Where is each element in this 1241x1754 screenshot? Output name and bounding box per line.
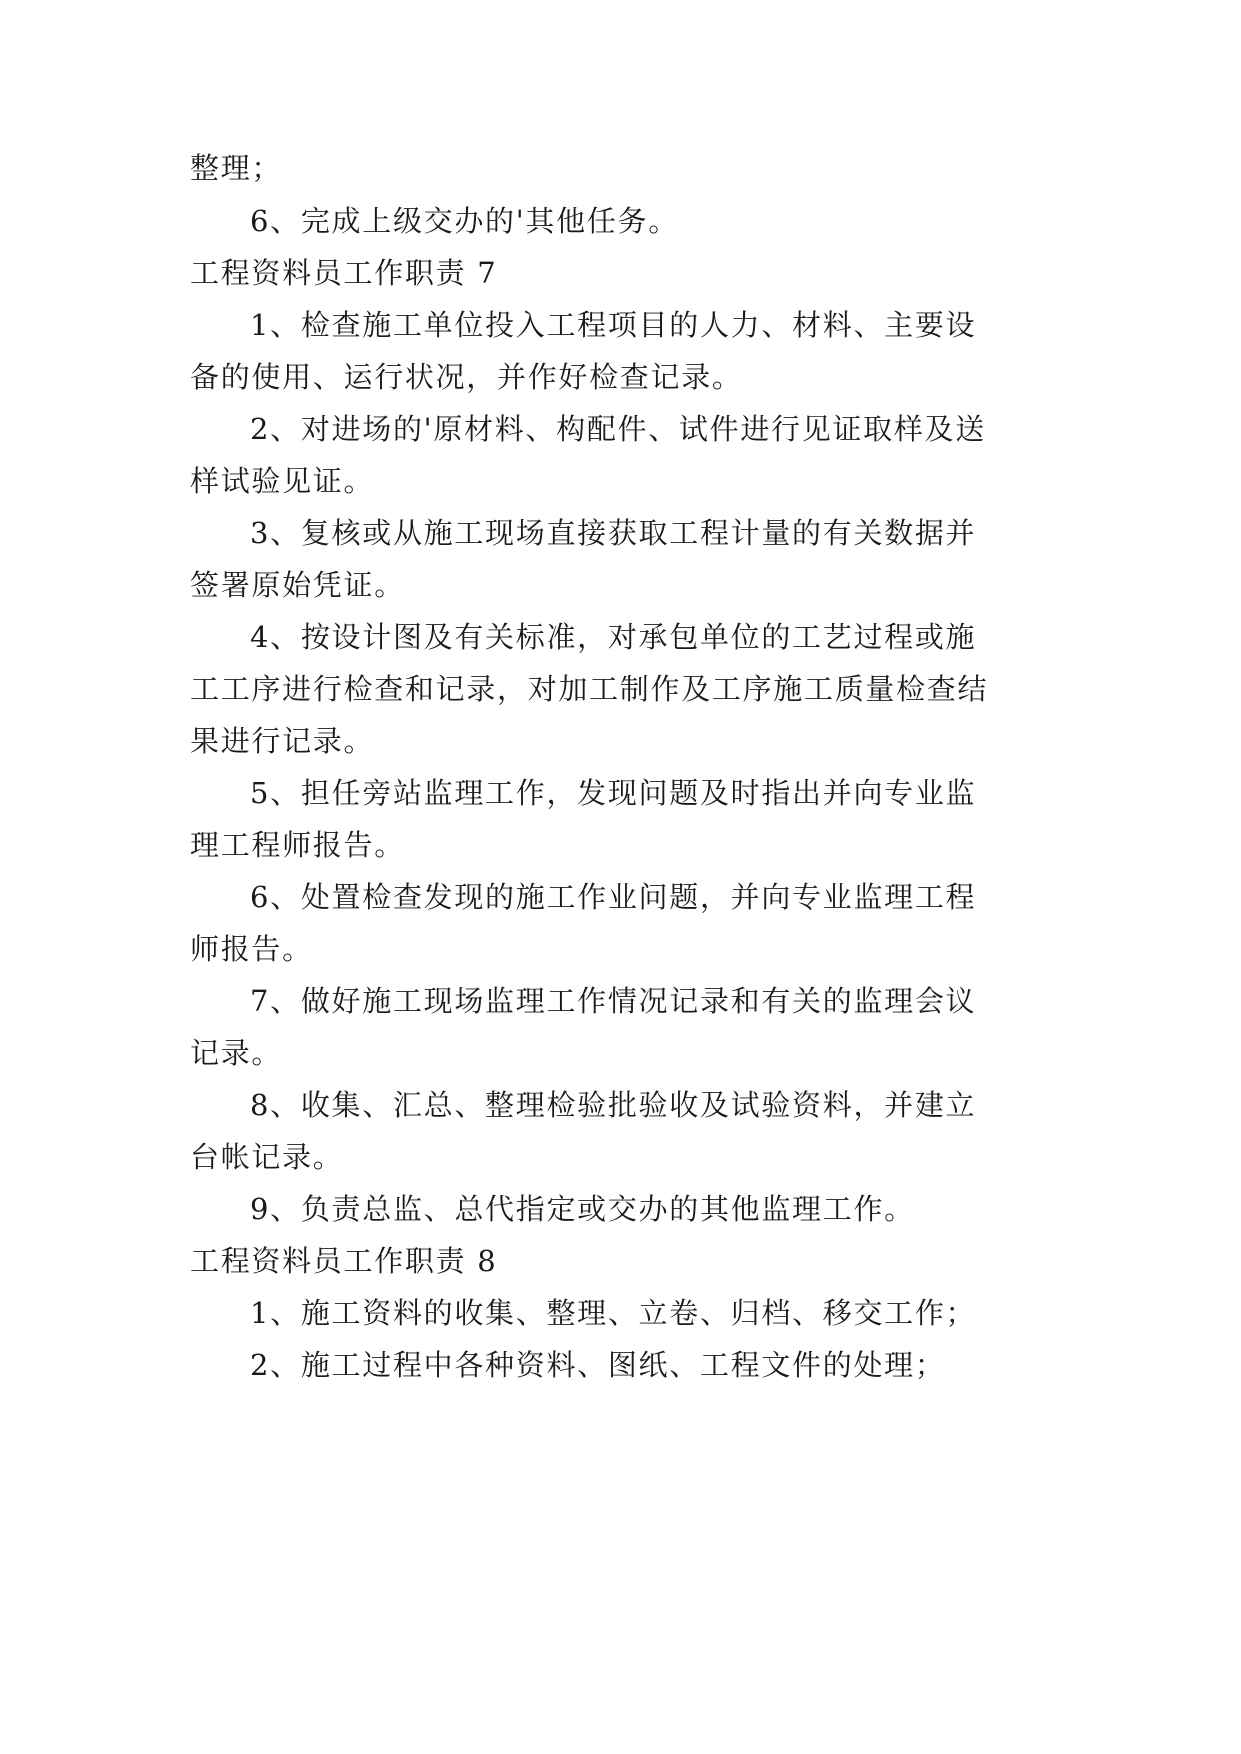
list-item-8-line-1: 8、收集、汇总、整理检验批验收及试验资料，并建立: [250, 1088, 977, 1122]
list-item-4-line-3: 果进行记录。: [190, 724, 375, 758]
list-item-3-line-1: 3、复核或从施工现场直接获取工程计量的有关数据并: [250, 516, 977, 550]
list-item-9: 9、负责总监、总代指定或交办的其他监理工作。: [250, 1192, 915, 1226]
list-item-6-line-1: 6、处置检查发现的施工作业问题，并向专业监理工程: [250, 880, 977, 914]
section-heading-8: 工程资料员工作职责 8: [190, 1244, 498, 1278]
list-item-1-line-1: 1、检查施工单位投入工程项目的人力、材料、主要设: [250, 308, 977, 342]
list-item-1-section-8: 1、施工资料的收集、整理、立卷、归档、移交工作；: [250, 1296, 977, 1330]
list-item-5-line-2: 理工程师报告。: [190, 828, 405, 862]
section-heading-7: 工程资料员工作职责 7: [190, 256, 498, 290]
list-item-2-line-2: 样试验见证。: [190, 464, 375, 498]
list-item-8-line-2: 台帐记录。: [190, 1140, 344, 1174]
list-item-6-complete-tasks: 6、完成上级交办的'其他任务。: [250, 204, 679, 238]
list-item-2-line-1: 2、对进场的'原材料、构配件、试件进行见证取样及送: [250, 412, 986, 446]
list-item-7-line-1: 7、做好施工现场监理工作情况记录和有关的监理会议: [250, 984, 977, 1018]
list-item-7-line-2: 记录。: [190, 1036, 283, 1070]
list-item-1-line-2: 备的使用、运行状况，并作好检查记录。: [190, 360, 743, 394]
text-line-1: 整理；: [190, 151, 283, 185]
list-item-4-line-2: 工工序进行检查和记录，对加工制作及工序施工质量检查结: [190, 672, 989, 706]
list-item-2-section-8: 2、施工过程中各种资料、图纸、工程文件的处理；: [250, 1348, 946, 1382]
list-item-5-line-1: 5、担任旁站监理工作，发现问题及时指出并向专业监: [250, 776, 977, 810]
list-item-3-line-2: 签署原始凭证。: [190, 568, 405, 602]
list-item-4-line-1: 4、按设计图及有关标准，对承包单位的工艺过程或施: [250, 620, 977, 654]
list-item-6-line-2: 师报告。: [190, 932, 313, 966]
